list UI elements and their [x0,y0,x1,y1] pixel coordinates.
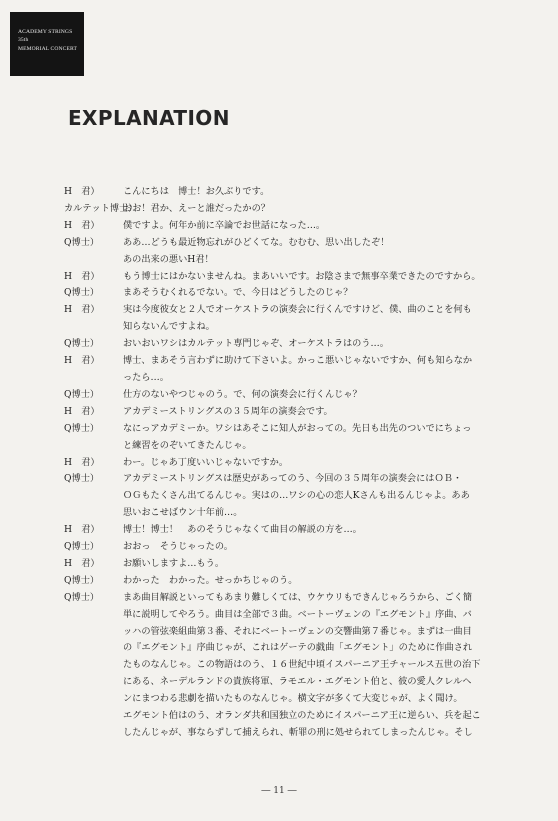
dialogue-line [64,708,504,725]
dialogue-line [64,353,504,370]
dialogue-text: ＯＧもたくさん出てるんじゃ。実はの…ワシの心の恋人Kさんも出るんじゃよ。ああ [123,490,470,502]
speaker-label [64,725,123,742]
dialogue-line [64,370,504,387]
speaker-label [64,708,123,725]
dialogue-text: まあそうむくれるでない。で、今日はどうしたのじゃ？ [123,287,353,299]
speaker-label [64,488,123,505]
dialogue-text: の『エグモント』序曲じゃが、これはゲーテの戯曲「エグモント」のために作曲され [123,642,473,654]
page-number: ― 11 ― [261,786,297,796]
dialogue-line [64,590,504,607]
dialogue-line [64,539,504,556]
speaker-label: Q博士） [64,338,100,350]
dialogue-line [64,319,504,336]
speaker-label: Q博士） [64,591,100,603]
speaker-label: Q博士） [64,473,100,485]
dialogue-body [64,184,504,742]
speaker-label: H 君） [64,219,100,231]
dialogue-text: 実は今度彼女と２人でオーケストラの演奏会に行くんですけど、僕、曲のことを何も [123,304,472,316]
dialogue-line [64,201,504,218]
speaker-label [64,252,123,269]
speaker-label: Q博士） [64,541,100,553]
dialogue-text: 博士、まあそう言わずに助けて下さいよ。かっこ悪いじゃないですか、何も知らなか [123,355,473,367]
dialogue-line [64,269,504,286]
dialogue-text: したんじゃが、事ならずして捕えられ、斬罪の刑に処せられてしまったんじゃ。そし [123,727,473,738]
speaker-label: Q博士） [64,574,100,586]
dialogue-text: ったら…。 [123,371,169,383]
dialogue-text: ンにまつわる悲劇を描いたものなんじゃ。横文字が多くて大変じゃが、よく聞け。 [123,693,463,705]
dialogue-text: アカデミーストリングスは歴史があってのう、今回の３５周年の演奏会にはＯＢ・ [123,473,463,485]
dialogue-line [64,657,504,674]
dialogue-text: おおっ そうじゃったの。 [123,541,233,553]
dialogue-text: おいおいワシはカルテット専門じゃぞ、オーケストラはのう…。 [123,338,389,350]
dialogue-text: わかった わかった。せっかちじゃのう。 [123,574,298,586]
speaker-label [64,691,123,708]
dialogue-line [64,607,504,624]
speaker-label [64,624,123,641]
speaker-label: H 君） [64,355,100,367]
dialogue-line [64,218,504,235]
speaker-label: H 君） [64,524,100,536]
header-line: 35th [18,37,29,44]
dialogue-text: あの出来の悪いH君！ [123,253,214,265]
dialogue-text: もう博士にはかないませんね。まあいいです。お陰さまで無事卒業できたのですから。 [123,270,481,282]
dialogue-line [64,674,504,691]
speaker-label [64,370,123,387]
dialogue-line [64,455,504,472]
dialogue-text: 思いおこせばウン十年前…。 [123,507,243,519]
speaker-label: H 君） [64,304,100,316]
speaker-label: Q博士） [64,236,100,248]
dialogue-text: たものなんじゃ。この物語はのう、１６世紀中頃イスパーニア王チャールス五世の治下 [123,659,481,671]
dialogue-line [64,404,504,421]
dialogue-line [64,556,504,573]
dialogue-line [64,285,504,302]
page-title: EXPLANATION [68,106,230,130]
dialogue-text: 知らないんですよね。 [123,321,215,333]
speaker-label: Q博士） [64,388,100,400]
speaker-label: Q博士） [64,287,100,299]
dialogue-text: お願いしますよ…もう。 [123,557,225,569]
dialogue-line [64,438,504,455]
dialogue-text: ッハの管弦楽組曲第３番、それにベートーヴェンの交響曲第７番じゃ。まずは一曲目 [123,625,472,637]
dialogue-line [64,336,504,353]
dialogue-line [64,421,504,438]
dialogue-text: 仕方のないやつじゃのう。で、何の演奏会に行くんじゃ？ [123,388,362,400]
speaker-label [64,505,123,522]
dialogue-text: 博士！博士！ あのそうじゃなくて曲目の解説の方を…。 [123,524,362,536]
speaker-label: H 君） [64,557,100,569]
speaker-label: H 君） [64,186,100,197]
dialogue-line [64,387,504,404]
dialogue-text: おお！君か、えーと誰だったかの？ [123,202,270,214]
header-line: MEMORIAL CONCERT [18,45,78,52]
dialogue-text: なにっアカデミーか。ワシはあそこに知人がおっての。先日も出先のついでにちょっ [123,422,472,434]
dialogue-line [64,471,504,488]
dialogue-line [64,640,504,657]
header-line: ACADEMY STRINGS [18,29,73,35]
dialogue-line [64,624,504,641]
speaker-label [64,438,123,455]
dialogue-line [64,235,504,252]
dialogue-text: 僕ですよ。何年か前に卒論でお世話になった…。 [123,219,326,231]
speaker-label: Q博士） [64,422,100,434]
speaker-label [64,607,123,624]
dialogue-line [64,573,504,590]
speaker-label [64,319,123,336]
speaker-label [64,674,123,691]
dialogue-text: まあ曲目解説といってもあまり難しくては、ウケウリもできんじゃろうから、ごく簡 [123,591,473,603]
dialogue-line [64,302,504,319]
dialogue-text: こんにちは 博士！お久ぶりです。 [123,186,270,197]
speaker-label: H 君） [64,270,100,282]
dialogue-text: わー。じゃあ丁度いいじゃないですか。 [123,456,289,468]
dialogue-text: と練習をのぞいてきたんじゃ。 [123,439,252,451]
dialogue-line [64,488,504,505]
dialogue-line [64,184,504,201]
speaker-label: カルテット博士） [64,202,138,214]
dialogue-text: エグモント伯はのう、オランダ共和国独立のためにイスパーニア王に逆らい、兵を起こ [123,710,481,722]
dialogue-text: にある、ネーデルランドの貴族将軍、ラモエル・エグモント伯と、彼の愛人クレルヘ [123,676,472,688]
speaker-label: H 君） [64,405,100,417]
speaker-label [64,640,123,657]
dialogue-text: アカデミーストリングスの３５周年の演奏会です。 [123,405,333,417]
dialogue-line [64,252,504,269]
speaker-label: H 君） [64,456,100,468]
speaker-label [64,657,123,674]
dialogue-line [64,505,504,522]
dialogue-line [64,522,504,539]
concert-header-box [10,12,84,76]
dialogue-text: ああ…どうも最近物忘れがひどくてな。むむむ、思い出したぞ！ [123,236,390,248]
dialogue-line [64,725,504,742]
dialogue-text: 単に説明してやろう。曲目は全部で３曲。ベートーヴェンの『エグモント』序曲、バ [123,608,472,620]
dialogue-line [64,691,504,708]
